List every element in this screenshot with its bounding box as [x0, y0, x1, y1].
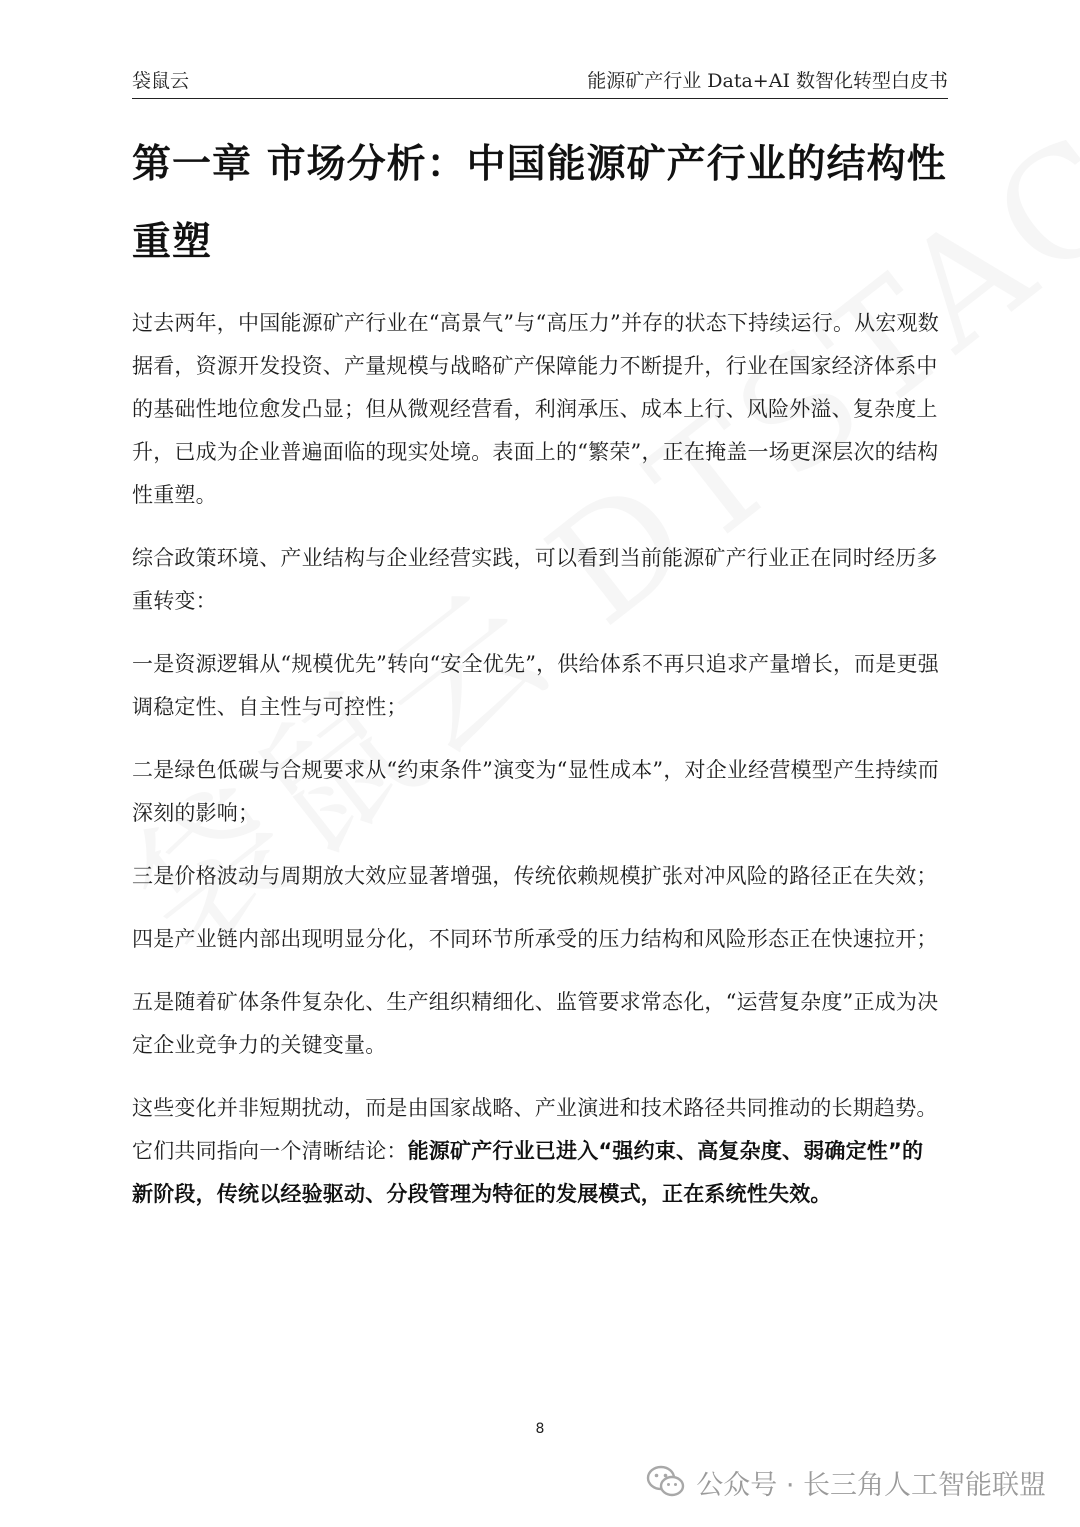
paragraph-conclusion: [132, 1087, 940, 1216]
paragraph-point-3: 三是价格波动与周期放大效应显著增强，传统依赖规模扩张对冲风险的路径正在失效；: [132, 864, 938, 888]
footer-credit: [646, 1462, 1046, 1502]
page-header: [132, 62, 948, 99]
paragraph-intro: 过去两年，中国能源矿产行业在“高景气”与“高压力”并存的状态下持续运行。从宏观数据看，资源开发投资、产量规模与战略矿产保障能力不断提升，行业在国家经济体系中的基础性地位愈发凸显；但从微观经营看，利润承压、成本上行、风险外溢、复杂度上升，已成为企业普遍面临的现实处境。表面上的“繁荣”，正在掩盖一场更深层次的结构性重塑。: [132, 311, 939, 507]
chapter-title: 第一章 市场分析：中国能源矿产行业的结构性重塑: [132, 142, 947, 265]
header-document-title: 能源矿产行业 Data+AI 数智化转型白皮书: [587, 70, 948, 92]
footer-credit-text: 公众号 · 长三角人工智能联盟: [696, 1469, 1046, 1501]
paragraph-point-1: 一是资源逻辑从“规模优先”转向“安全优先”，供给体系不再只追求产量增长，而是更强调稳定性、自主性与可控性；: [132, 652, 939, 719]
wechat-icon: [646, 1465, 686, 1499]
paragraph-point-2: 二是绿色低碳与合规要求从“约束条件”演变为“显性成本”，对企业经营模型产生持续而深刻的影响；: [132, 758, 939, 825]
conclusion-bold-text: 能源矿产行业已进入“强约束、高复杂度、弱确定性”的新阶段，传统以经验驱动、分段管理为特征的发展模式，正在系统性失效。: [132, 1139, 924, 1206]
paragraph-point-4: 四是产业链内部出现明显分化，不同环节所承受的压力结构和风险形态正在快速拉开；: [132, 927, 938, 951]
paragraph-point-5: 五是随着矿体条件复杂化、生产组织精细化、监管要求常态化，“运营复杂度”正成为决定企业竞争力的关键变量。: [132, 990, 939, 1057]
page-number: 8: [535, 1421, 545, 1437]
body-text: [132, 302, 940, 1236]
conclusion-lead-text: 这些变化并非短期扰动，而是由国家战略、产业演进和技术路径共同推动的长期趋势。它们共同指向一个清晰结论：: [132, 1096, 938, 1163]
paragraph-transitions-lead: 综合政策环境、产业结构与企业经营实践，可以看到当前能源矿产行业正在同时经历多重转变：: [132, 546, 938, 613]
header-company: 袋鼠云: [132, 70, 190, 92]
